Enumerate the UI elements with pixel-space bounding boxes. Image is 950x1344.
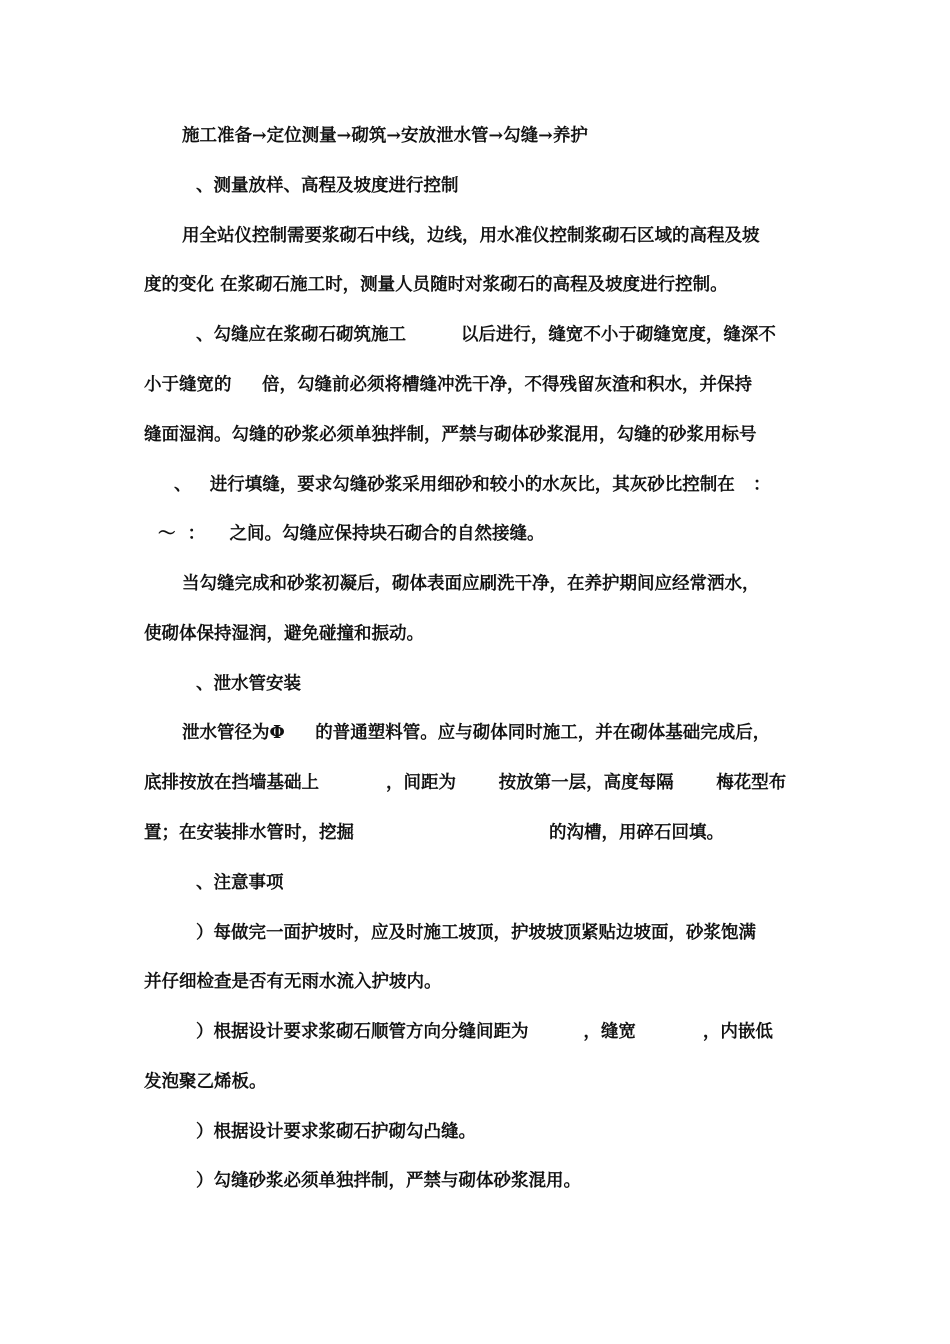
note-item: ）根据设计要求浆砌石护砌勾凸缝。 [196, 1122, 476, 1142]
section-heading-drain-pipe: 、泄水管安装 [196, 674, 301, 694]
paragraph-line: 并仔细检查是否有无雨水流入护坡内。 [144, 972, 442, 992]
process-flow-line: 施工准备→定位测量→砌筑→安放泄水管→勾缝→养护 [182, 126, 588, 146]
paragraph-line: 、勾缝应在浆砌石砌筑施工 以后进行，缝宽不小于砌缝宽度，缝深不 [196, 325, 776, 345]
paragraph-line: ～ ： 之间。勾缝应保持块石砌合的自然接缝。 [158, 524, 545, 544]
paragraph-line: 发泡聚乙烯板。 [144, 1072, 267, 1092]
paragraph-line: 泄水管径为Φ 的普通塑料管。应与砌体同时施工，并在砌体基础完成后， [182, 723, 771, 743]
paragraph-line: 缝面湿润。勾缝的砂浆必须单独拌制，严禁与砌体砂浆混用，勾缝的砂浆用标号 [144, 425, 757, 445]
paragraph-line: 当勾缝完成和砂浆初凝后，砌体表面应刷洗干净，在养护期间应经常洒水， [182, 574, 760, 594]
paragraph-line: 、 进行填缝，要求勾缝砂浆采用细砂和较小的水灰比，其灰砂比控制在 ： [174, 475, 771, 495]
paragraph-line: 使砌体保持湿润，避免碰撞和振动。 [144, 624, 424, 644]
paragraph-line: 底排按放在挡墙基础上 ，间距为 按放第一层，高度每隔 梅花型布 [144, 773, 787, 793]
paragraph-line: 置；在安装排水管时，挖掘 的沟槽，用碎石回填。 [144, 823, 724, 843]
paragraph-line: 用全站仪控制需要浆砌石中线，边线，用水准仪控制浆砌石区域的高程及坡 [182, 226, 760, 246]
paragraph-line: 度的变化 在浆砌石施工时，测量人员随时对浆砌石的高程及坡度进行控制。 [144, 275, 728, 295]
note-item: ）勾缝砂浆必须单独拌制，严禁与砌体砂浆混用。 [196, 1171, 581, 1191]
section-heading-notes: 、注意事项 [196, 873, 284, 893]
section-heading-survey: 、测量放样、高程及坡度进行控制 [196, 176, 459, 196]
paragraph-line: 小于缝宽的 倍，勾缝前必须将槽缝冲洗干净，不得残留灰渣和积水，并保持 [144, 375, 752, 395]
note-item: ）每做完一面护坡时，应及时施工坡顶，护坡坡顶紧贴边坡面，砂浆饱满 [196, 923, 756, 943]
note-item: ）根据设计要求浆砌石顺管方向分缝间距为 ，缝宽 ，内嵌低 [196, 1022, 773, 1042]
